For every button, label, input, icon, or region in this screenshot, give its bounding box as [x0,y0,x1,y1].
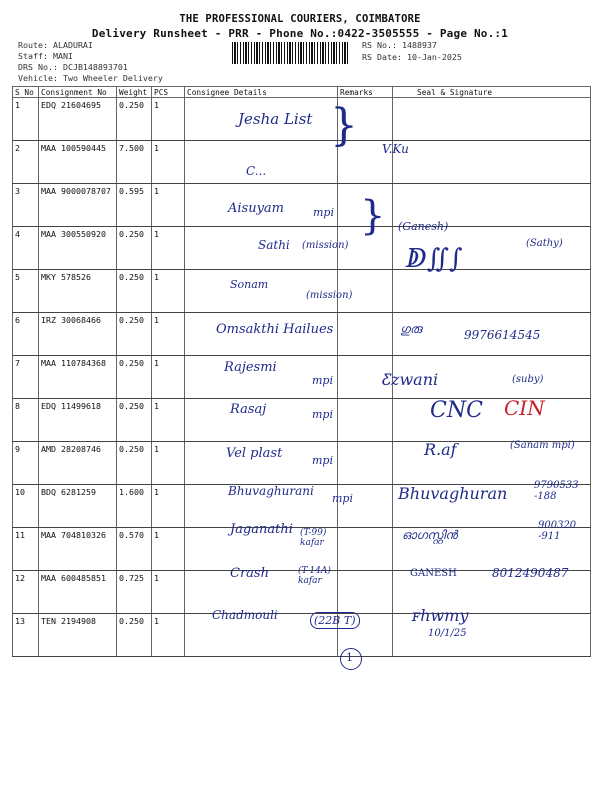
handwriting-note-12: (T-14A) kafar [298,566,331,586]
table-row [13,356,591,399]
row-pcs: 1 [152,571,185,614]
row-weight: 7.500 [117,141,152,184]
row-sno: 6 [13,313,39,356]
handwriting-brace: } [330,100,358,151]
row-seal-signature [393,399,591,442]
route-label: Route: ALADURAI [18,40,93,50]
runsheet-subtitle: Delivery Runsheet - PRR - Phone No.:0422-3505555 - Page No.:1 [91,27,509,40]
row-weight: 0.250 [117,442,152,485]
table-row [13,614,591,657]
handwriting-signature-10: Bhuvaghuran [398,484,508,503]
row-pcs: 1 [152,614,185,657]
handwriting-scribble-13: ꜰhwmy [412,606,469,625]
handwriting-consignee-2: C... [246,164,267,178]
row-weight: 0.725 [117,571,152,614]
handwriting-red-mark-8: CIN [504,396,545,420]
row-pcs: 1 [152,485,185,528]
handwriting-scribble-4: ↁ∬∫ [406,244,463,274]
row-consignment: MAA 110784368 [39,356,117,399]
handwriting-scribble-11: ഓഗസ്റ്റിൻ [402,528,458,542]
handwriting-consignee-13: Chadmouli [212,608,278,622]
handwriting-mark-9: mpi [312,454,333,467]
handwriting-consignee-11: Jaganathi [230,522,293,537]
row-consignment: MAA 9000078707 [39,184,117,227]
row-pcs: 1 [152,528,185,571]
handwriting-signature-4: (Ganesh) [398,220,449,233]
row-pcs: 1 [152,184,185,227]
row-pcs: 1 [152,141,185,184]
row-seal-signature [393,141,591,184]
handwriting-brace-2: } [360,193,386,239]
vehicle-label: Vehicle: Two Wheeler Delivery [18,73,163,83]
handwriting-consignee-7: Rajesmi [224,360,277,375]
row-pcs: 1 [152,356,185,399]
row-pcs: 1 [152,227,185,270]
row-consignment: MKY 578526 [39,270,117,313]
row-sno: 9 [13,442,39,485]
row-pcs: 1 [152,399,185,442]
row-remarks [338,313,393,356]
handwriting-phone-6: 9976614545 [464,328,541,342]
row-pcs: 1 [152,313,185,356]
col-pcs: PCS [152,87,185,98]
handwriting-consignee-1: Jesha List [238,110,313,128]
row-consignment: MAA 300550920 [39,227,117,270]
handwriting-note-11: (T-99) kafar [300,528,327,548]
row-weight: 0.250 [117,98,152,141]
col-consignment: Consignment No [39,87,117,98]
col-weight: Weight [117,87,152,98]
handwriting-scribble-9: R.af [424,440,457,459]
row-consignment: IRZ 30068466 [39,313,117,356]
handwriting-date-13: 10/1/25 [428,628,467,639]
handwriting-note-13: (22B T) [310,612,360,629]
row-pcs: 1 [152,270,185,313]
row-sno: 11 [13,528,39,571]
row-weight: 0.250 [117,399,152,442]
row-pcs: 1 [152,98,185,141]
row-weight: 0.595 [117,184,152,227]
row-consignment: AMD 28208746 [39,442,117,485]
handwriting-signature-7: (suby) [512,374,544,385]
row-seal-signature [393,98,591,141]
row-consignment: TEN 2194908 [39,614,117,657]
handwriting-note-5: (mission) [306,290,353,301]
handwriting-signature-8: CNC [430,398,483,423]
table-row [13,184,591,227]
rs-no: RS No.: 1488937 [362,40,437,50]
table-header-row [13,87,591,98]
handwriting-consignee-6: Omsakthi Hailues [216,322,334,337]
handwriting-consignee-8: Rasaj [230,402,267,417]
handwriting-mark-3: mpi [313,206,334,219]
row-remarks [338,442,393,485]
handwriting-phone-12: 8012490487 [492,566,569,580]
row-consignment: EDQ 11499618 [39,399,117,442]
row-sno: 12 [13,571,39,614]
handwriting-mark-7: mpi [312,374,333,387]
row-sno: 4 [13,227,39,270]
row-weight: 0.250 [117,313,152,356]
handwriting-consignee-3: Aisuyam [228,201,285,216]
rs-date: RS Date: 10-Jan-2025 [362,52,462,62]
table-row [13,141,591,184]
col-seal-signature: Seal & Signature [393,87,591,98]
row-weight: 0.570 [117,528,152,571]
table-row [13,442,591,485]
handwriting-note-4: (mission) [302,240,349,251]
company-title: THE PROFESSIONAL COURIERS, COIMBATORE [179,13,421,25]
row-sno: 5 [13,270,39,313]
handwriting-consignee-4: Sathi [258,238,290,252]
handwriting-signature-2: V.Ku [382,142,409,156]
handwriting-consignee-12: Crash [230,566,269,581]
row-sno: 10 [13,485,39,528]
handwriting-consignee-10: Bhuvaghurani [228,484,314,498]
table-row [13,270,591,313]
col-sno: S No [13,87,39,98]
row-weight: 0.250 [117,227,152,270]
handwriting-signature-9: (Sanam mpi) [510,440,575,451]
col-consignee: Consignee Details [185,87,338,98]
row-consignment: EDQ 21604695 [39,98,117,141]
handwriting-signature-4b: (Sathy) [526,238,563,249]
row-seal-signature [393,270,591,313]
col-remarks: Remarks [338,87,393,98]
row-weight: 1.600 [117,485,152,528]
row-sno: 2 [13,141,39,184]
row-sno: 1 [13,98,39,141]
row-consignment: MAA 600485851 [39,571,117,614]
barcode [232,42,350,64]
row-pcs: 1 [152,442,185,485]
row-sno: 13 [13,614,39,657]
handwriting-mark-10: mpi [332,492,353,505]
handwriting-signature-12: GANESH [410,568,457,579]
handwriting-scribble-6: ഗുരു [400,322,422,336]
row-consignment: BDQ 6281259 [39,485,117,528]
handwriting-scribble-7: Ƹzwani [382,370,439,389]
row-weight: 0.250 [117,270,152,313]
handwriting-phone-10: 9790533 -188 [534,480,579,502]
row-sno: 7 [13,356,39,399]
handwriting-phone-11: 900320 -911 [538,520,577,542]
row-weight: 0.250 [117,356,152,399]
drs-label: DRS No.: DCJB148893701 [18,62,128,72]
handwriting-consignee-5: Sonam [230,278,269,291]
staff-label: Staff: MANI [18,51,73,61]
page-number-mark: 1 [346,651,353,664]
row-remarks [338,399,393,442]
row-consignment: MAA 100590445 [39,141,117,184]
row-remarks [338,485,393,528]
handwriting-consignee-9: Vel plast [226,446,283,461]
row-weight: 0.250 [117,614,152,657]
row-sno: 8 [13,399,39,442]
row-sno: 3 [13,184,39,227]
handwriting-mark-8: mpi [312,408,333,421]
row-consignment: MAA 704810326 [39,528,117,571]
